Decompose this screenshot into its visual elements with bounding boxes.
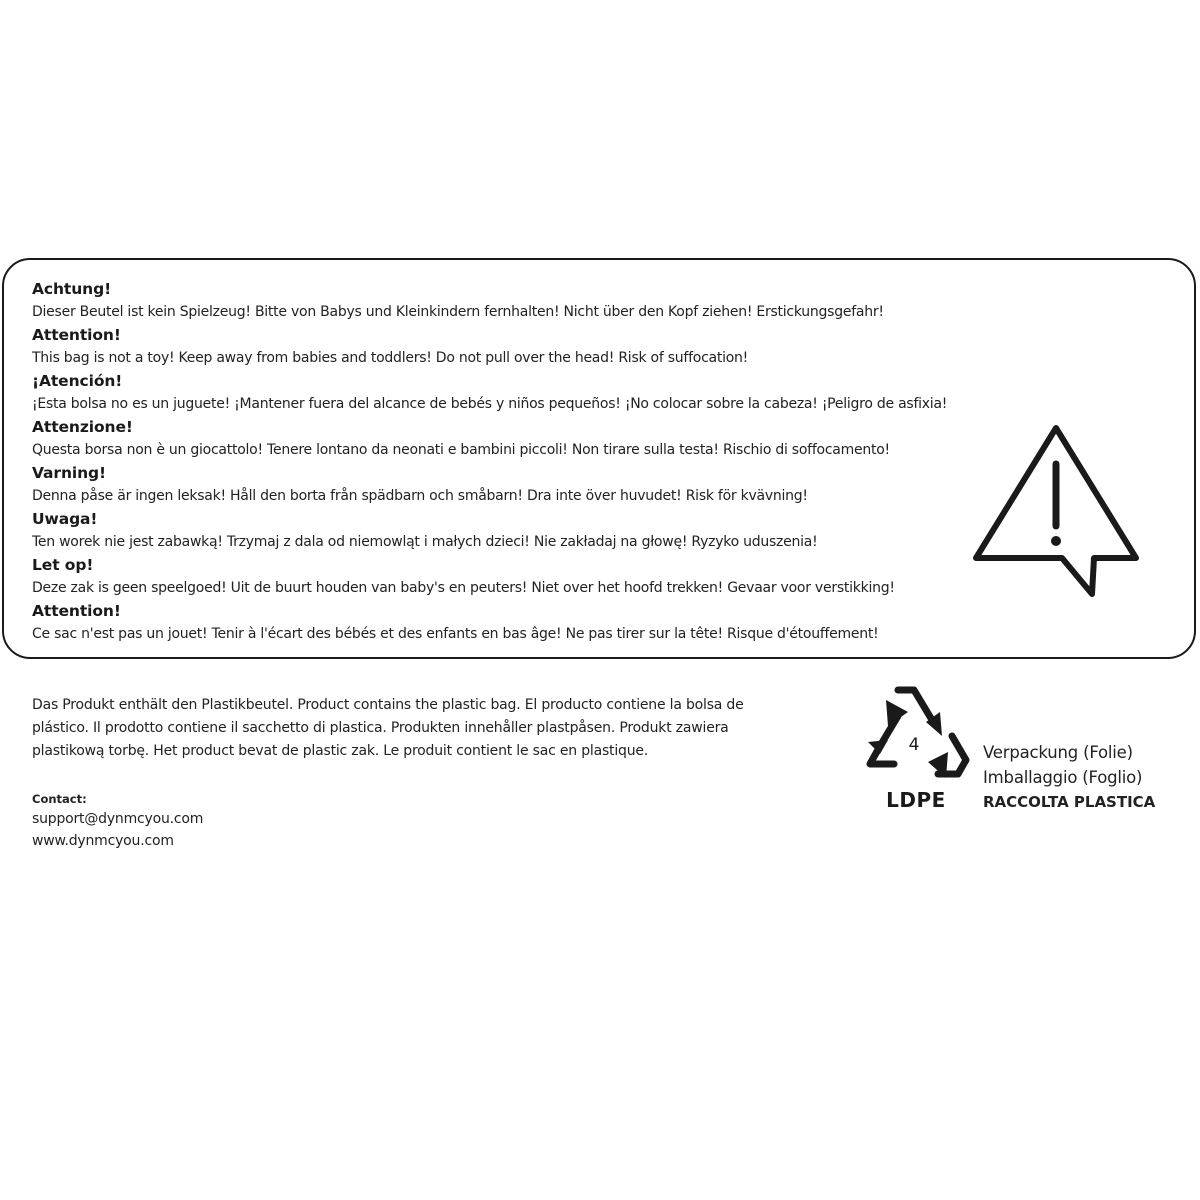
- warning-heading: Attention!: [32, 326, 121, 344]
- contact-website[interactable]: www.dynmcyou.com: [32, 833, 174, 849]
- warning-text: ¡Esta bolsa no es un juguete! ¡Mantener fuera del alcance de bebés y niños pequeños! ¡No colocar sobre la cabeza! ¡Peligro de asfixia!: [32, 396, 948, 412]
- warning-sv: [32, 462, 1072, 508]
- warning-heading: Let op!: [32, 556, 94, 574]
- warning-list: [32, 278, 1072, 646]
- warning-heading: Attention!: [32, 602, 121, 620]
- warning-text: Questa borsa non è un giocattolo! Tenere lontano da neonati e bambini piccoli! Non tirare sulla testa! Rischio di soffocamento!: [32, 442, 890, 458]
- material-code: LDPE: [886, 788, 946, 812]
- warning-heading: Achtung!: [32, 280, 112, 298]
- warning-text: Deze zak is geen speelgoed! Uit de buurt houden van baby's en peuters! Niet over het hoofd trekken! Gevaar voor verstikking!: [32, 580, 895, 596]
- warning-text: This bag is not a toy! Keep away from babies and toddlers! Do not pull over the head! Risk of suffocation!: [32, 350, 749, 366]
- warning-text: Denna påse är ingen leksak! Håll den borta från spädbarn och småbarn! Dra inte över huvudet! Risk för kvävning!: [32, 488, 808, 504]
- warning-it: [32, 416, 1072, 462]
- disposal-info: [983, 740, 1198, 815]
- product-info-line: plastikową torbę. Het product bevat de plastic zak. Le produit contient le sac en plastique.: [32, 743, 649, 759]
- product-info: [32, 694, 822, 763]
- warning-text: Ten worek nie jest zabawką! Trzymaj z dala od niemowląt i małych dzieci! Nie zakładaj na głowę! Ryzyko uduszenia!: [32, 534, 818, 550]
- warning-text: Ce sac n'est pas un jouet! Tenir à l'écart des bébés et des enfants en bas âge! Ne pas tirer sur la tête! Risque d'étouffement!: [32, 626, 879, 642]
- collection-label: RACCOLTA PLASTICA: [983, 793, 1156, 811]
- warning-en: [32, 324, 1072, 370]
- contact-email[interactable]: support@dynmcyou.com: [32, 811, 204, 827]
- resin-code: 4: [908, 735, 920, 755]
- warning-heading: ¡Atención!: [32, 372, 123, 390]
- warning-heading: Varning!: [32, 464, 106, 482]
- warning-heading: Uwaga!: [32, 510, 98, 528]
- disposal-line: Imballaggio (Foglio): [983, 768, 1143, 787]
- contact-label: Contact:: [32, 792, 87, 806]
- product-info-line: plástico. Il prodotto contiene il sacchetto di plastica. Produkten innehåller plastpåsen. Produkt zawiera: [32, 720, 729, 736]
- contact-block: [32, 790, 432, 852]
- product-info-line: Das Produkt enthält den Plastikbeutel. Product contains the plastic bag. El producto contiene la bolsa de: [32, 697, 744, 713]
- recycling-icon: [858, 682, 972, 784]
- warning-heading: Attenzione!: [32, 418, 133, 436]
- warning-fr: [32, 600, 1072, 646]
- warning-triangle-icon: [970, 420, 1142, 602]
- warning-pl: [32, 508, 1072, 554]
- warning-nl: [32, 554, 1072, 600]
- warning-es: [32, 370, 1072, 416]
- warning-de: [32, 278, 1072, 324]
- disposal-line: Verpackung (Folie): [983, 743, 1133, 762]
- warning-text: Dieser Beutel ist kein Spielzeug! Bitte von Babys und Kleinkindern fernhalten! Nicht über den Kopf ziehen! Erstickungsgefahr!: [32, 304, 884, 320]
